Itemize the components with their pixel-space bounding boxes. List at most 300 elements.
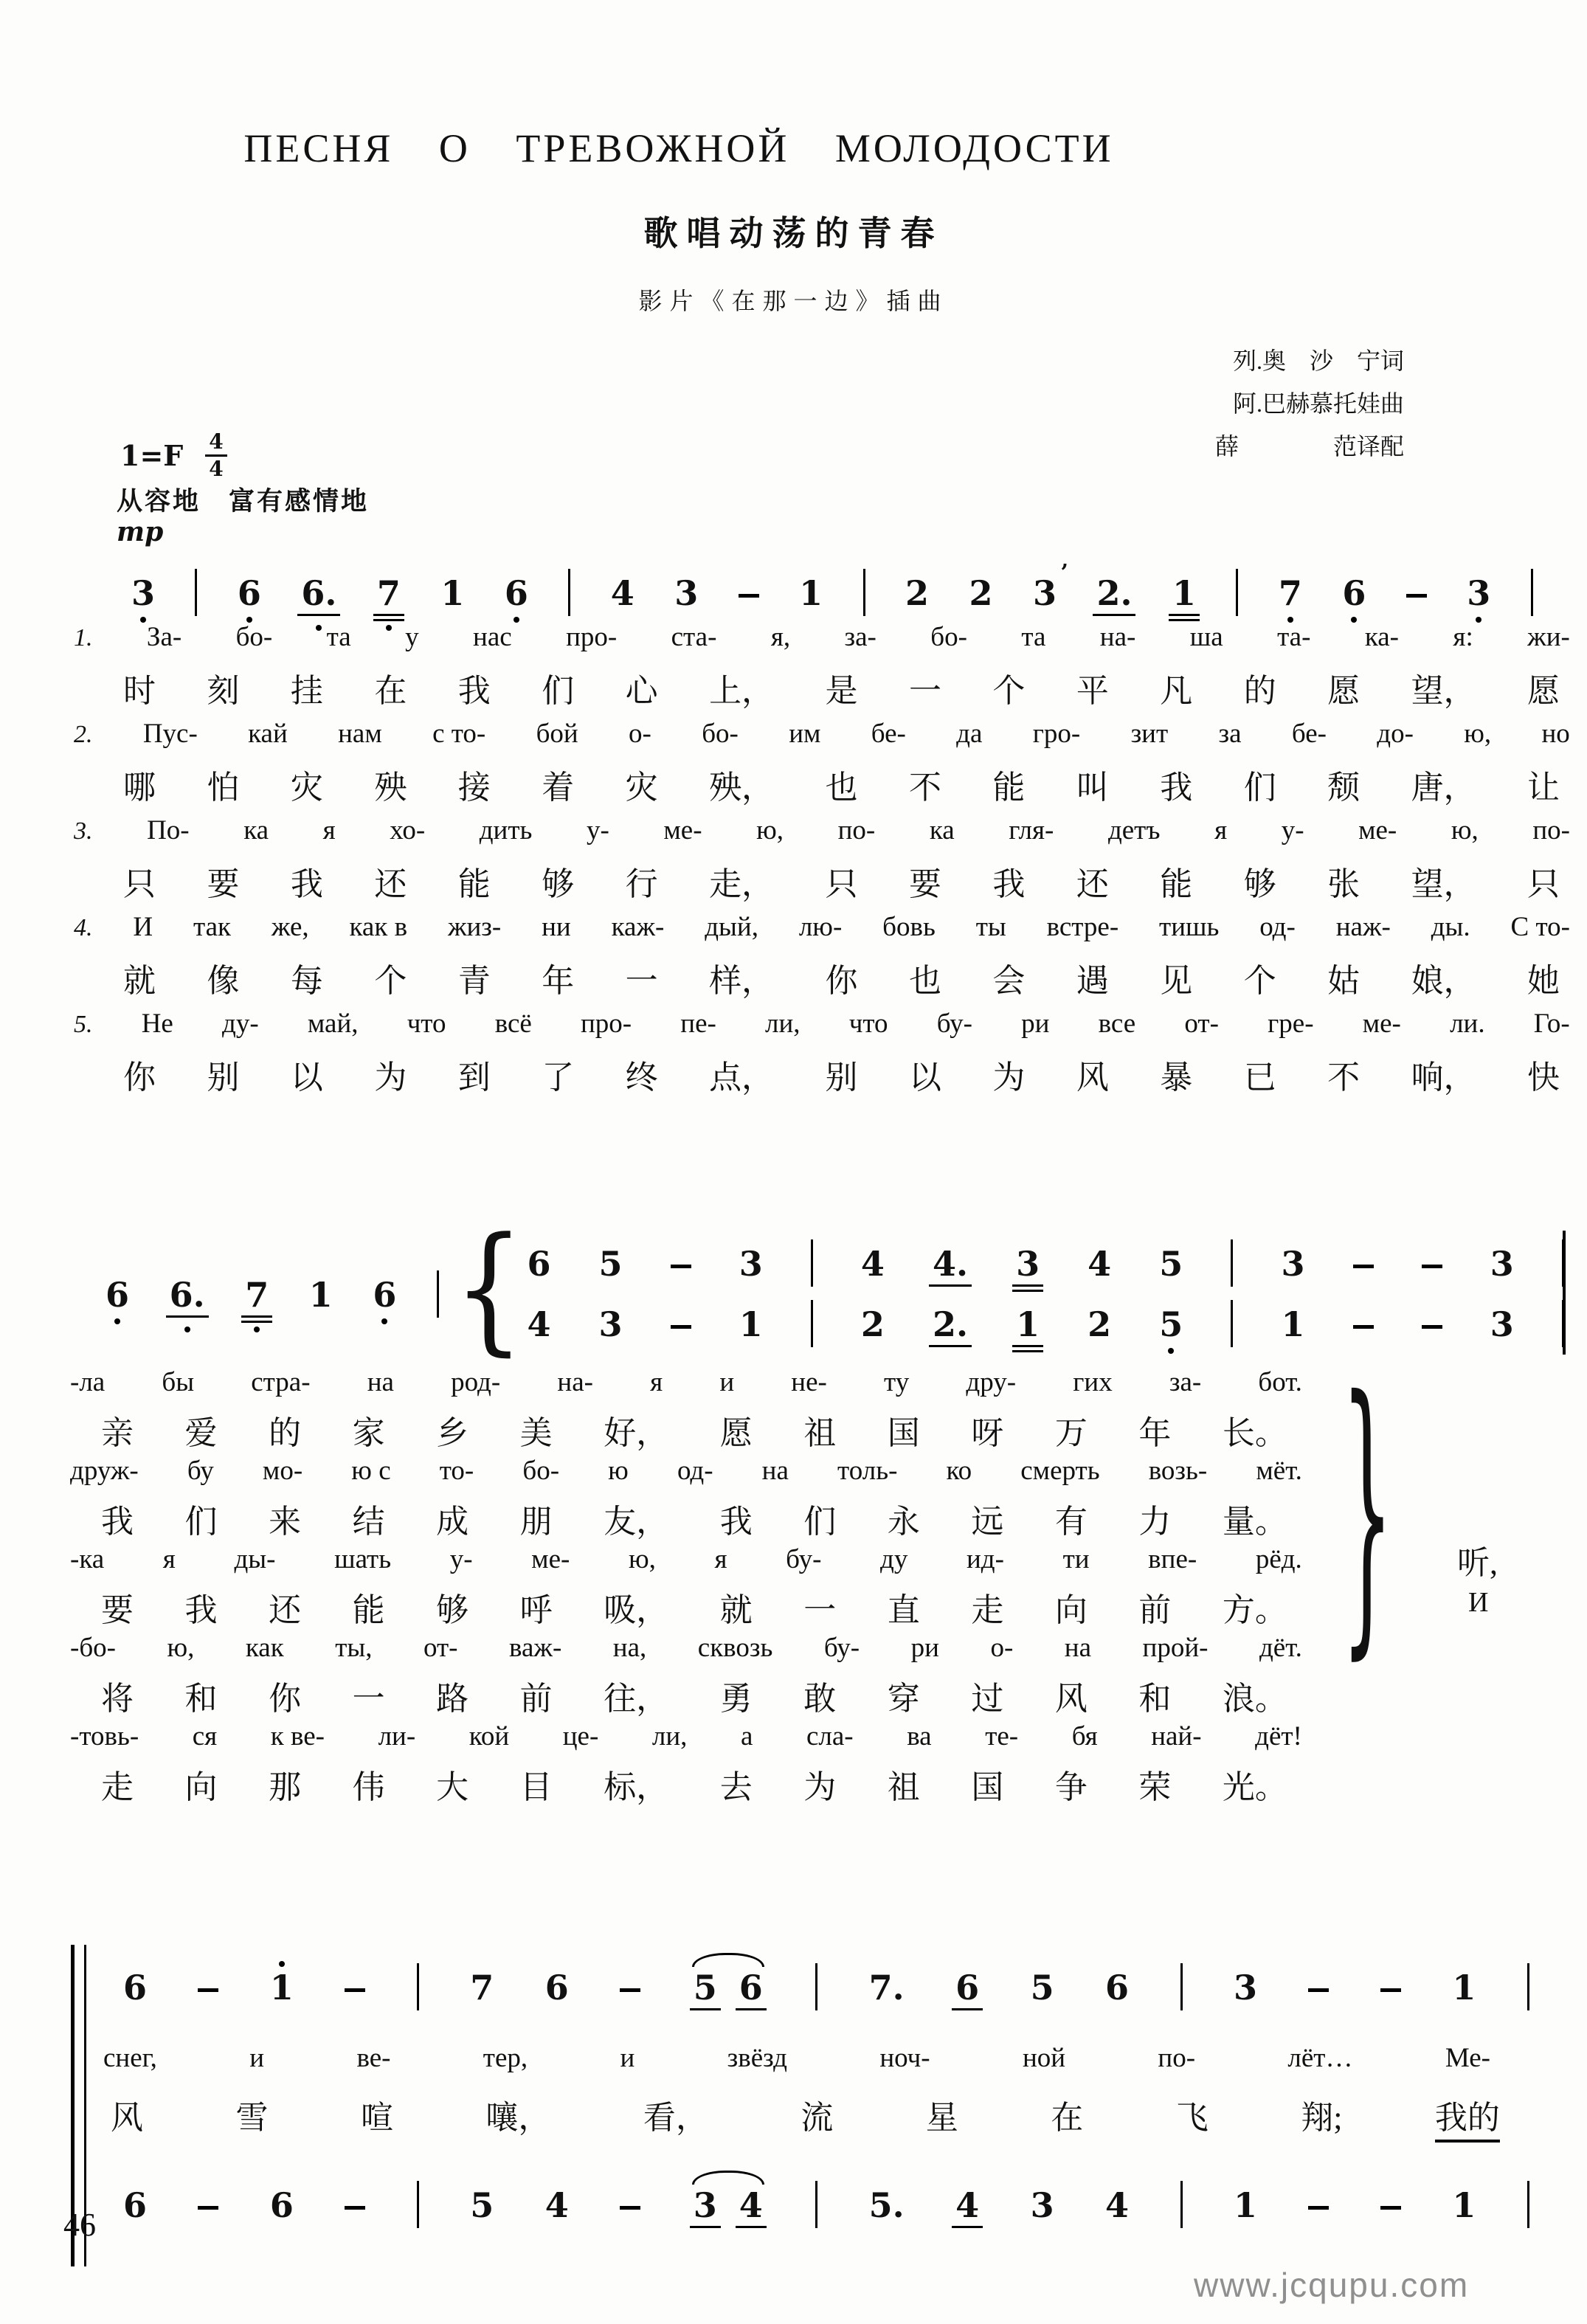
lyric-syllable: 灾 (625, 770, 658, 806)
duration-dash (1380, 2206, 1401, 2210)
music-line-2-upper-voice (527, 1237, 1564, 1284)
lyric-syllable: 时 (123, 673, 156, 709)
refrain3-chinese (101, 1583, 1287, 1630)
lyric-syllable: 远 (971, 1504, 1004, 1540)
lyric-syllable: -бо- (70, 1633, 116, 1663)
lyric-syllable: но (1541, 719, 1570, 749)
lyric-syllable: 前 (519, 1681, 553, 1717)
note: 4 (610, 573, 635, 613)
lyric-syllable: 长。 (1222, 1415, 1287, 1451)
lyric-syllable: ид- (966, 1544, 1004, 1574)
lyric-syllable: 那 (269, 1769, 302, 1805)
lyric-syllable: ю, (1464, 719, 1492, 749)
note: 1 (440, 573, 465, 613)
lyric-syllable: 1. (74, 624, 93, 651)
lyric-syllable: од- (1259, 912, 1296, 942)
lyric-syllable: сквозь (697, 1633, 773, 1663)
note: 1 (739, 1304, 763, 1344)
lyric-syllable: дый, (705, 912, 758, 942)
lyric-syllable: 还 (269, 1592, 302, 1628)
note: 3 (674, 573, 699, 613)
lyric-syllable: 们 (803, 1504, 837, 1540)
lyric-syllable: 风 (1076, 1059, 1109, 1096)
lyric-syllable: каж- (611, 912, 665, 942)
lyric-syllable: шать (334, 1544, 392, 1574)
page-title-russian: ПЕСНЯ О ТРЕВОЖНОЙ МОЛОДОСТИ (243, 126, 1114, 170)
lyric-syllable: 目 (519, 1769, 553, 1805)
lyric-syllable: 在 (374, 673, 407, 709)
lyric-syllable: 愿 (1327, 673, 1360, 709)
note: 7 (377, 576, 401, 610)
note: 4 (860, 1244, 885, 1284)
lyric-syllable: ной (1022, 2043, 1066, 2073)
lyric-syllable: 也 (825, 770, 858, 806)
duration-dash (739, 594, 759, 598)
barline (811, 1239, 813, 1287)
note: 1 (1016, 1307, 1040, 1341)
lyric-syllable: 祖 (887, 1769, 920, 1805)
lyric-syllable: хо- (390, 815, 426, 845)
brace-left-icon: { (454, 1208, 525, 1369)
lyric-syllable: 直 (887, 1592, 920, 1628)
lyric-syllable: ме- (1358, 815, 1397, 845)
duration-dash (1422, 1325, 1442, 1329)
note: 1 (1281, 1304, 1305, 1344)
lyric-syllable: ту (884, 1367, 910, 1397)
lyric-syllable: 穿 (887, 1681, 920, 1717)
note: 1 (1452, 1968, 1476, 2007)
lyric-syllable: 国 (887, 1415, 920, 1451)
lyric-syllable: 为 (374, 1059, 407, 1096)
lyric-syllable: 将 (101, 1681, 134, 1717)
lyric-syllable: 望， (1411, 866, 1476, 902)
lyric-syllable: 流 (801, 2100, 834, 2136)
credits-block (1215, 339, 1404, 468)
lyric-syllable: бу (187, 1456, 214, 1486)
lyric-syllable: ме- (1362, 1009, 1401, 1039)
dynamic-marking: mp (117, 516, 164, 547)
lyric-syllable: 爱 (184, 1415, 218, 1451)
note: 6 (527, 1244, 551, 1284)
lyric-syllable: бой (536, 719, 578, 749)
note: 7 (470, 1968, 494, 2007)
lyric-syllable: ли- (378, 1721, 416, 1751)
lyric-syllable: бо- (702, 719, 739, 749)
lyric-syllable: 国 (971, 1769, 1004, 1805)
lyric-syllable: 2. (74, 721, 93, 748)
verse1-russian (74, 621, 1570, 653)
lyric-syllable: 看， (643, 2100, 708, 2136)
lyric-syllable: ю, (628, 1544, 656, 1574)
refrain2-russian (70, 1455, 1302, 1487)
lyric-syllable: 不 (1327, 1059, 1360, 1096)
lyric-syllable: 灾 (290, 770, 323, 806)
composer-credit: 阿.巴赫慕托娃曲 (1232, 390, 1404, 417)
lyric-syllable: 万 (1054, 1415, 1088, 1451)
lyric-syllable: 遇 (1076, 963, 1109, 999)
lyric-syllable: я (322, 815, 336, 845)
music-line-1 (131, 560, 1533, 613)
lyric-syllable: что (848, 1009, 888, 1039)
lyric-syllable: 3. (74, 817, 93, 845)
lyric-syllable: 荣 (1138, 1769, 1172, 1805)
lyric-syllable: 是 (825, 673, 858, 709)
lyric-syllable: за- (1169, 1367, 1202, 1397)
lyric-syllable: та (326, 622, 351, 652)
lyric-syllable: ти (1062, 1544, 1090, 1574)
lyric-syllable: бо- (522, 1456, 560, 1486)
pickup-word-chinese: 听, (1457, 1545, 1498, 1581)
lyric-syllable: 只 (123, 866, 156, 902)
lyric-syllable: 就 (123, 963, 156, 999)
barline (863, 569, 865, 616)
music-line-2-lower-voice (527, 1297, 1564, 1344)
lyric-syllable: все (1098, 1009, 1136, 1039)
note: 6 (269, 2185, 294, 2225)
duration-dash (1422, 1265, 1442, 1268)
lyric-syllable: пе- (680, 1009, 716, 1039)
lyric-syllable: рёд. (1255, 1544, 1302, 1574)
note: 1 (1172, 576, 1196, 610)
lyric-syllable: С то- (1510, 912, 1570, 942)
lyric-syllable: бовь (882, 912, 936, 942)
lyric-syllable: мо- (262, 1456, 303, 1486)
lyric-syllable: 一 (625, 963, 658, 999)
lyric-syllable: од- (677, 1456, 713, 1486)
lyricist-credit: 列.奥 沙 宁词 (1232, 347, 1404, 374)
refrain4-chinese (101, 1672, 1287, 1719)
barline (1231, 1239, 1233, 1287)
lyric-syllable: 只 (1527, 866, 1560, 902)
note: 6. (170, 1278, 205, 1312)
time-signature: $\frac{4}{4}$ (205, 432, 227, 480)
lyric-syllable: встре- (1046, 912, 1119, 942)
barline (568, 569, 570, 616)
lyric-syllable: ша (1189, 622, 1223, 652)
lyric-syllable: гре- (1268, 1009, 1314, 1039)
note: 4 (739, 2188, 763, 2222)
verse5-russian (74, 1008, 1570, 1040)
lyric-syllable: им (789, 719, 821, 749)
lyric-syllable: ся (192, 1721, 218, 1751)
lyric-syllable: гих (1073, 1367, 1113, 1397)
lyric-syllable: так (193, 912, 232, 942)
note: 1 (1233, 2185, 1257, 2225)
lyric-syllable: 姑 (1327, 963, 1360, 999)
lyric-syllable: ю, (1451, 815, 1479, 845)
lyric-syllable: 每 (290, 963, 323, 999)
refrain2-chinese (101, 1495, 1287, 1542)
note: 4. (933, 1247, 968, 1281)
note: 6 (505, 576, 528, 610)
lyric-syllable: 个 (1243, 963, 1276, 999)
lyric-syllable: мёт. (1256, 1456, 1302, 1486)
lyric-syllable: 让 (1527, 770, 1560, 806)
verse3-chinese (123, 857, 1560, 905)
lyric-syllable: 终 (625, 1059, 658, 1096)
lyric-syllable: 殃 (374, 770, 407, 806)
note: 7 (245, 1278, 269, 1312)
lyric-syllable: 见 (1160, 963, 1193, 999)
lyric-syllable: ли, (765, 1009, 801, 1039)
lyric-syllable: бу- (936, 1009, 972, 1039)
lyric-syllable: 唐， (1411, 770, 1476, 806)
lyric-syllable: 还 (374, 866, 407, 902)
note: 6 (955, 1971, 979, 2005)
lyric-syllable: я, (770, 622, 791, 652)
barline (815, 2181, 817, 2228)
refrain5-chinese (101, 1760, 1287, 1808)
lyric-syllable: 张 (1327, 866, 1360, 902)
lyric-syllable: возь- (1148, 1456, 1208, 1486)
note: 3 (1467, 576, 1490, 610)
lyric-syllable: ка (243, 815, 269, 845)
barline (1527, 2181, 1529, 2228)
lyric-syllable: 亲 (101, 1415, 134, 1451)
lyric-syllable: 我 (290, 866, 323, 902)
lyric-syllable: 一 (803, 1592, 837, 1628)
lyric-syllable: 望， (1411, 673, 1476, 709)
lyric-syllable: ду- (222, 1009, 259, 1039)
note: 6 (373, 1278, 396, 1312)
lyric-syllable: о- (629, 719, 651, 749)
lyric-syllable: 走， (709, 866, 775, 902)
lyric-syllable: ли, (651, 1721, 688, 1751)
lyric-syllable: 来 (269, 1504, 302, 1540)
verse2-russian (74, 718, 1570, 750)
lyric-syllable: по- (1158, 2043, 1196, 2073)
barline (195, 569, 197, 616)
note: 2 (905, 573, 930, 613)
lyric-syllable: бу- (823, 1633, 860, 1663)
lyric-syllable: я: (1453, 622, 1473, 652)
duration-dash (1380, 1988, 1401, 1992)
lyric-syllable: ды. (1431, 912, 1470, 942)
lyric-syllable: 5. (74, 1011, 93, 1038)
lyric-syllable: 我 (457, 673, 491, 709)
lyric-syllable: 颓 (1327, 770, 1360, 806)
lyric-syllable: ка- (1364, 622, 1400, 652)
lyric-syllable: у (405, 622, 419, 652)
lyric-syllable: 量。 (1222, 1504, 1287, 1540)
note: 4 (544, 2185, 569, 2225)
lyric-syllable: 样， (709, 963, 775, 999)
lyric-syllable: 嚷， (485, 2100, 551, 2136)
lyric-syllable: 已 (1243, 1059, 1276, 1096)
lyric-syllable: ду (880, 1544, 908, 1574)
lyric-syllable: 响， (1411, 1059, 1476, 1096)
barline (815, 1963, 817, 2010)
lyric-syllable: ни (542, 912, 571, 942)
lyric-syllable: 呼 (519, 1592, 553, 1628)
lyric-syllable: 要 (207, 866, 240, 902)
lyric-syllable: да (956, 719, 983, 749)
note: 6 (238, 576, 261, 610)
lyric-syllable: ко (946, 1456, 972, 1486)
lyric-syllable: 哪 (123, 770, 156, 806)
note: 5. (868, 2185, 905, 2225)
lyric-syllable: я (1214, 815, 1228, 845)
lyric-syllable: как (245, 1633, 284, 1663)
lyric-syllable: 以 (908, 1059, 941, 1096)
lyric-syllable: 向 (1054, 1592, 1088, 1628)
lyric-syllable: ноч- (879, 2043, 930, 2073)
lyric-syllable: 走 (971, 1592, 1004, 1628)
barline (811, 1300, 813, 1347)
lyric-syllable: что (407, 1009, 446, 1039)
note: 5 (470, 2185, 494, 2225)
lyric-syllable: 以 (290, 1059, 323, 1096)
lyric-syllable: 路 (436, 1681, 469, 1717)
lyric-syllable: 上， (709, 673, 775, 709)
note: 2. (1096, 576, 1132, 610)
note: 6 (544, 1968, 569, 2007)
lyric-syllable: кой (469, 1721, 510, 1751)
note: 3 (1281, 1244, 1305, 1284)
lyric-syllable: По- (147, 815, 190, 845)
lyric-syllable: 平 (1076, 673, 1109, 709)
lyric-syllable: 伟 (352, 1769, 385, 1805)
note: 3 (1490, 1304, 1514, 1344)
page-title-chinese: 歌唱动荡的青春 (643, 215, 944, 252)
lyric-syllable: За- (146, 622, 182, 652)
lyric-syllable: 能 (992, 770, 1026, 806)
lyric-syllable: дёт. (1259, 1633, 1302, 1663)
lyric-syllable: гля- (1009, 815, 1054, 845)
lyric-syllable: всё (494, 1009, 532, 1039)
lyric-syllable: 不 (908, 770, 941, 806)
lyric-syllable: о- (990, 1633, 1014, 1663)
verse1-chinese (123, 664, 1560, 711)
lyric-syllable: 要 (908, 866, 941, 902)
lyric-syllable: я (650, 1367, 663, 1397)
lyric-syllable: Го- (1533, 1009, 1570, 1039)
lyric-syllable: сла- (806, 1721, 854, 1751)
coda-chinese (111, 2091, 1500, 2143)
note: 1 (270, 1971, 294, 2005)
lyric-syllable: бо- (930, 622, 967, 652)
lyric-syllable: про- (566, 622, 618, 652)
lyric-syllable: 凡 (1160, 673, 1193, 709)
barline (417, 2181, 419, 2228)
note: 3 (694, 2188, 717, 2222)
lyric-syllable: бы (162, 1367, 195, 1397)
lyric-syllable: 要 (101, 1592, 134, 1628)
lyric-syllable: гро- (1032, 719, 1081, 749)
lyric-syllable: же, (271, 912, 309, 942)
music-line-2-intro (106, 1266, 439, 1315)
lyric-syllable: 力 (1138, 1504, 1172, 1540)
lyric-syllable: Ме- (1445, 2043, 1490, 2073)
lyric-syllable: 就 (719, 1592, 753, 1628)
lyric-syllable: 个 (374, 963, 407, 999)
lyric-syllable: 向 (184, 1769, 218, 1805)
lyric-syllable: бо- (235, 622, 273, 652)
note: 3 (1030, 2185, 1054, 2225)
lyric-syllable: важ- (509, 1633, 562, 1663)
lyric-syllable: по- (837, 815, 876, 845)
lyric-syllable: нас (473, 622, 512, 652)
lyric-syllable: и (620, 2043, 635, 2073)
duration-dash (1308, 2206, 1329, 2210)
lyric-syllable: 翔; (1301, 2100, 1343, 2136)
barline (1180, 1963, 1183, 2010)
duration-dash (620, 2206, 640, 2210)
tempo-marking: 从容地 富有感情地 (117, 487, 370, 516)
lyric-syllable: на, (612, 1633, 647, 1663)
lyric-syllable: а (740, 1721, 753, 1751)
lyric-syllable: 能 (1160, 866, 1193, 902)
lyric-syllable: 着 (542, 770, 575, 806)
barline (1527, 1963, 1529, 2010)
lyric-syllable: я (162, 1544, 176, 1574)
note: 3 ’ (1032, 560, 1068, 613)
lyric-syllable: 美 (519, 1415, 553, 1451)
verse5-chinese (123, 1051, 1560, 1098)
note: 6 (1105, 1968, 1130, 2007)
lyric-syllable: 走 (101, 1769, 134, 1805)
lyric-syllable: стра- (251, 1367, 311, 1397)
lyric-syllable: 我 (992, 866, 1026, 902)
lyric-syllable: 年 (542, 963, 575, 999)
lyric-syllable: 4. (74, 914, 93, 941)
barline (1180, 2181, 1183, 2228)
lyric-syllable: ты (975, 912, 1006, 942)
lyric-syllable: 我 (184, 1592, 218, 1628)
note: 5 (694, 1971, 717, 2005)
duration-dash (671, 1265, 691, 1268)
lyric-syllable: бу- (786, 1544, 822, 1574)
note: 5 (1159, 1307, 1183, 1341)
lyric-syllable: про- (580, 1009, 632, 1039)
note: 4 (527, 1304, 551, 1344)
lyric-syllable: 点， (709, 1059, 775, 1096)
lyric-syllable: 在 (1051, 2100, 1084, 2136)
lyric-syllable: 挂 (290, 673, 323, 709)
lyric-syllable: детъ (1107, 815, 1161, 845)
note: 1 (1452, 2185, 1476, 2225)
lyric-syllable: бот. (1258, 1367, 1302, 1397)
verse4-chinese (123, 954, 1560, 1001)
lyric-syllable: 心 (625, 673, 658, 709)
lyric-syllable: 为 (803, 1769, 837, 1805)
lyric-syllable: 风 (1054, 1681, 1088, 1717)
note: 2. (933, 1307, 968, 1341)
lyric-syllable: не- (791, 1367, 827, 1397)
lyric-syllable: 吸， (604, 1592, 669, 1628)
lyric-syllable: у- (449, 1544, 473, 1574)
lyric-syllable: 我 (101, 1504, 134, 1540)
lyric-syllable: та- (1277, 622, 1311, 652)
refrain5-russian (70, 1720, 1302, 1752)
lyric-syllable: -ла (70, 1367, 106, 1397)
lyric-syllable: 风 (111, 2100, 143, 2136)
music-line-3-lower-voice (123, 2176, 1529, 2225)
note: 6 (739, 1971, 763, 2005)
lyric-syllable: 到 (457, 1059, 491, 1096)
lyric-syllable: толь- (837, 1456, 898, 1486)
refrain1-russian (70, 1366, 1302, 1398)
lyric-syllable: до- (1377, 719, 1414, 749)
note: 3 (598, 1304, 623, 1344)
lyric-syllable: на (761, 1456, 789, 1486)
lyric-syllable: ли. (1450, 1009, 1485, 1039)
note: 7. (868, 1968, 905, 2007)
key-signature (120, 429, 227, 481)
note: 7 (1279, 576, 1302, 610)
barline (1231, 1300, 1233, 1347)
lyric-syllable: то- (439, 1456, 474, 1486)
